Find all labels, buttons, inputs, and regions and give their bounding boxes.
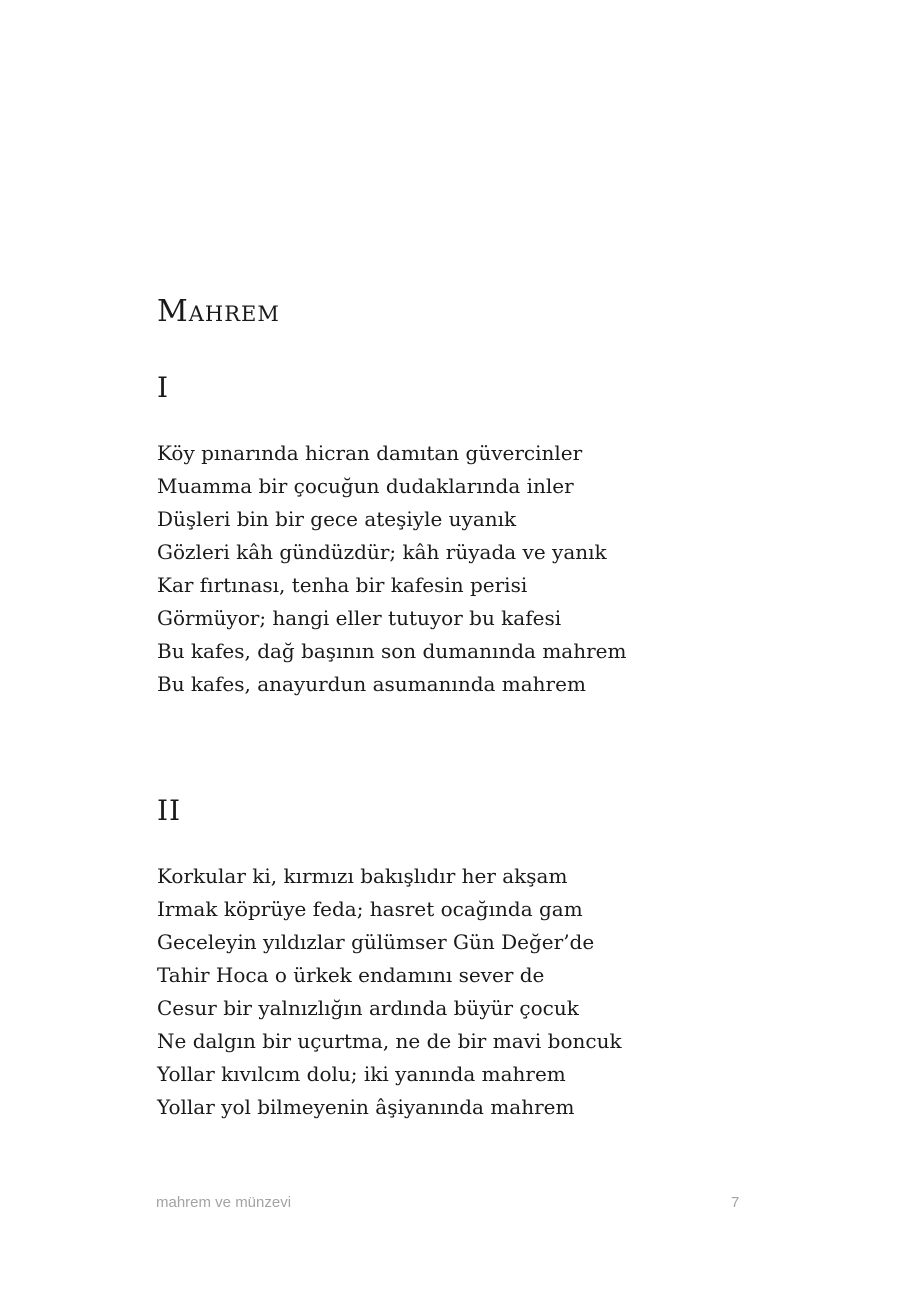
verse-line: Irmak köprüye feda; hasret ocağında gam	[157, 897, 583, 921]
verse-line: Kar fırtınası, tenha bir kafesin perisi	[157, 573, 528, 597]
stanza-1	[157, 437, 626, 701]
verse-line: Muamma bir çocuğun dudaklarında inler	[157, 474, 574, 498]
verse-line: Düşleri bin bir gece ateşiyle uyanık	[157, 507, 517, 531]
verse-line: Görmüyor; hangi eller tutuyor bu kafesi	[157, 606, 562, 630]
verse-line: Yollar kıvılcım dolu; iki yanında mahrem	[157, 1062, 566, 1086]
verse-line: Köy pınarında hicran damıtan güvercinler	[157, 441, 583, 465]
verse-line: Korkular ki, kırmızı bakışlıdır her akşam	[157, 864, 568, 888]
verse-line: Bu kafes, anayurdun asumanında mahrem	[157, 672, 586, 696]
section-heading-2: II	[157, 794, 182, 827]
section-heading-1: I	[157, 371, 170, 404]
verse-line: Geceleyin yıldızlar gülümser Gün Değer’de	[157, 930, 595, 954]
verse-line: Cesur bir yalnızlığın ardında büyür çocuk	[157, 996, 579, 1020]
poem-title: Mahrem	[157, 294, 280, 329]
verse-line: Gözleri kâh gündüzdür; kâh rüyada ve yanık	[157, 540, 607, 564]
stanza-2	[157, 860, 622, 1124]
verse-line: Bu kafes, dağ başının son dumanında mahrem	[157, 639, 627, 663]
running-footer-title: mahrem ve münzevi	[156, 1194, 292, 1211]
verse-line: Ne dalgın bir uçurtma, ne de bir mavi boncuk	[157, 1029, 622, 1053]
verse-line: Yollar yol bilmeyenin âşiyanında mahrem	[157, 1095, 575, 1119]
page-number: 7	[731, 1194, 740, 1211]
verse-line: Tahir Hoca o ürkek endamını sever de	[157, 963, 545, 987]
